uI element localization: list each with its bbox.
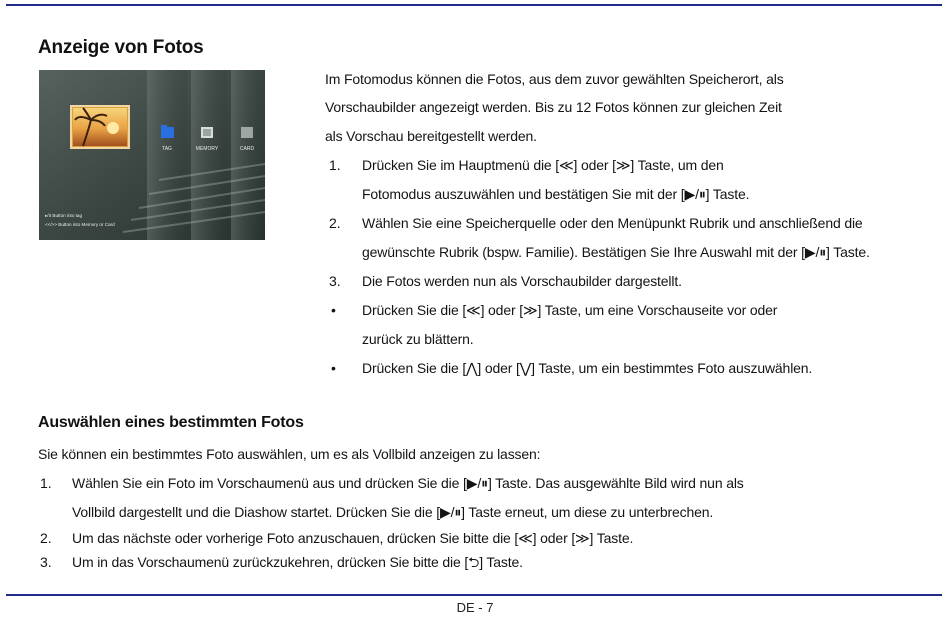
intro-line-1: Im Fotomodus können die Fotos, aus dem zuvor gewählten Speicherort, als — [325, 71, 784, 87]
memory-label: MEMORY — [195, 146, 219, 152]
bullet-2-line-1: Drücken Sie die [⋀] oder [⋁] Taste, um ein bestimmtes Foto auszuwählen. — [362, 360, 813, 376]
step-marker: 3. — [40, 554, 52, 570]
section2-intro: Sie können ein bestimmtes Foto auswählen, um es als Vollbild anzeigen zu lassen: — [38, 446, 541, 462]
step-1-line-1: Drücken Sie im Hauptmenü die [≪] oder [≫] Taste, um den — [362, 157, 724, 173]
card-label: CARD — [239, 146, 255, 152]
step-marker: 2. — [329, 215, 341, 231]
step-marker: 1. — [40, 475, 52, 491]
page-number: DE - 7 — [456, 600, 494, 615]
intro-line-3: als Vorschau bereitgestellt werden. — [325, 128, 537, 144]
bullet-1-line-1: Drücken Sie die [≪] oder [≫] Taste, um eine Vorschauseite vor oder — [362, 302, 778, 318]
s2-step-1-line-1: Wählen Sie ein Foto im Vorschaumenü aus und drücken Sie die [▶/⏸] Taste. Das ausgewählte Bild wird nun als — [72, 475, 744, 491]
step-3-line-1: Die Fotos werden nun als Vorschaubilder dargestellt. — [362, 273, 682, 289]
bottom-rule — [6, 594, 942, 596]
step-marker: 2. — [40, 530, 52, 546]
section-title-anzeige: Anzeige von Fotos — [38, 37, 204, 58]
top-rule — [6, 4, 942, 6]
photo-mode-screenshot — [39, 70, 265, 240]
step-1-line-2: Fotomodus auszuwählen und bestätigen Sie mit der [▶/⏸] Taste. — [362, 186, 750, 202]
step-marker: 3. — [329, 273, 341, 289]
intro-line-2: Vorschaubilder angezeigt werden. Bis zu 12 Fotos können zur gleichen Zeit — [325, 99, 782, 115]
step-2-line-1: Wählen Sie eine Speicherquelle oder den Menüpunkt Rubrik und anschließend die — [362, 215, 863, 231]
bullet-marker: • — [331, 302, 336, 318]
section-title-auswahl: Auswählen eines bestimmten Fotos — [38, 414, 304, 431]
screenshot-graphic — [39, 70, 265, 240]
step-2-line-2: gewünschte Rubrik (bspw. Familie). Bestätigen Sie Ihre Auswahl mit der [▶/⏸] Taste. — [362, 244, 870, 260]
hint-memory-card: <</>> Button into Memory or Card — [45, 222, 115, 227]
s2-step-3-line-1: Um in das Vorschaumenü zurückzukehren, drücken Sie bitte die [⮌] Taste. — [72, 554, 523, 570]
bullet-1-line-2: zurück zu blättern. — [362, 331, 474, 347]
tag-label: TAG — [162, 146, 172, 152]
s2-step-1-line-2: Vollbild dargestellt und die Diashow startet. Drücken Sie die [▶/⏸] Taste erneut, um diese zu unterbrechen. — [72, 504, 714, 520]
s2-step-2-line-1: Um das nächste oder vorherige Foto anzuschauen, drücken Sie bitte die [≪] oder [≫] Taste. — [72, 530, 634, 546]
hint-tag: ▸/II Button into tag — [45, 213, 83, 218]
step-marker: 1. — [329, 157, 341, 173]
bullet-marker: • — [331, 360, 336, 376]
